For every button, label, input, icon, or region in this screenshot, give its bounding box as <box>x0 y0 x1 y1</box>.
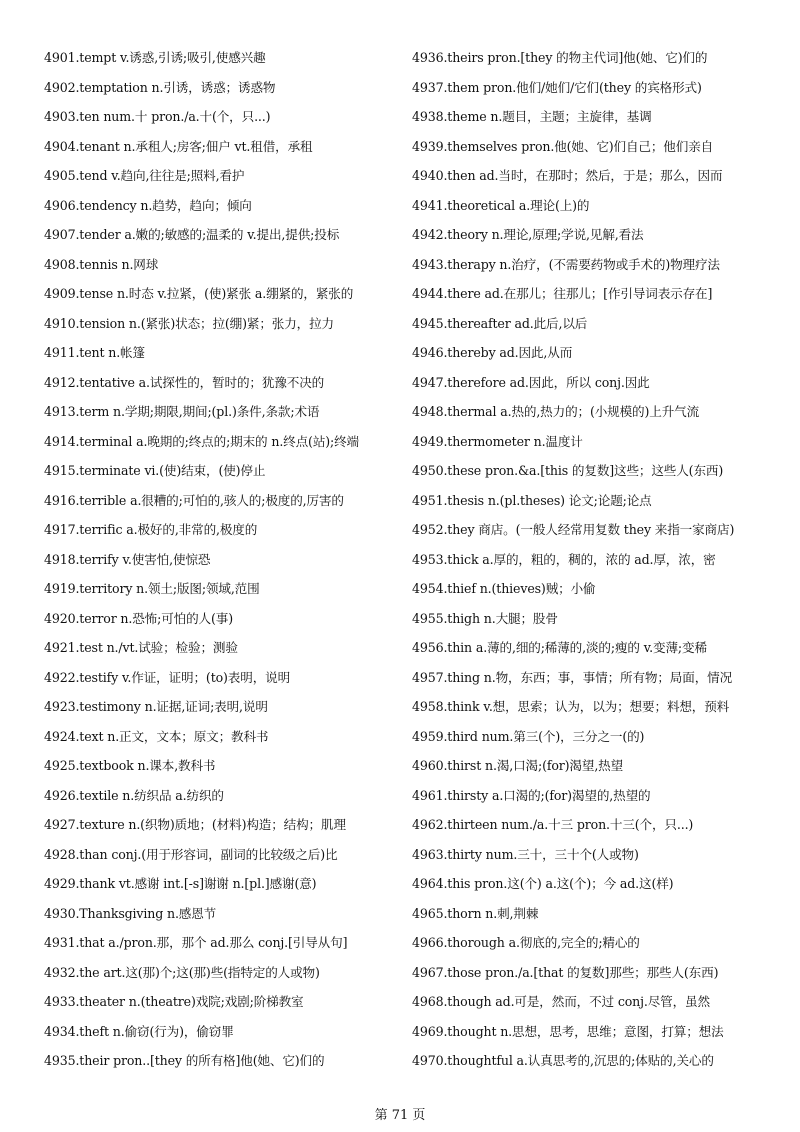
page-number: 第 71 页 <box>374 1108 426 1123</box>
entry-4921: 4921.test n./vt.试验；检验；测验 <box>44 640 238 655</box>
entry-4937: 4937.them pron.他们/她们/它们(they 的宾格形式) <box>412 79 702 95</box>
entry-4945: 4945.thereafter ad.此后,以后 <box>412 315 588 331</box>
entry-4934: 4934.theft n.偷窃(行为)，偷窃罪 <box>44 1023 234 1039</box>
entry-4955: 4955.thigh n.大腿；股骨 <box>412 610 558 626</box>
entry-4938: 4938.theme n.题目，主题；主旋律，基调 <box>412 109 652 124</box>
entry-4911: 4911.tent n.帐篷 <box>44 345 145 360</box>
entry-4920: 4920.terror n.恐怖;可怕的人(事) <box>44 610 233 626</box>
entry-4928: 4928.than conj.(用于形容词，副词的比较级之后)比 <box>44 846 338 862</box>
entry-4952: 4952.they 商店。(一般人经常用复数 they 来指一家商店) <box>412 522 735 537</box>
entry-4926: 4926.textile n.纺织品 a.纺织的 <box>44 787 224 803</box>
entry-4901: 4901.tempt v.诱惑,引诱;吸引,使感兴趣 <box>44 50 266 65</box>
entry-4930: 4930.Thanksgiving n.感恩节 <box>44 905 217 921</box>
entry-4910: 4910.tension n.(紧张)状态；拉(绷)紧；张力，拉力 <box>44 315 334 331</box>
entry-4946: 4946.thereby ad.因此,从而 <box>412 345 573 360</box>
entry-4957: 4957.thing n.物，东西；事，事情；所有物；局面，情况 <box>412 669 733 685</box>
entry-4927: 4927.texture n.(织物)质地；(材料)构造；结构；肌理 <box>44 817 346 832</box>
entry-4948: 4948.thermal a.热的,热力的；(小规模的)上升气流 <box>412 404 700 419</box>
entry-4963: 4963.thirty num.三十，三十个(人或物) <box>412 846 639 862</box>
entry-4940: 4940.then ad.当时，在那时；然后，于是；那么，因而 <box>412 168 723 183</box>
entry-4907: 4907.tender a.嫩的;敏感的;温柔的 v.提出,提供;投标 <box>44 227 340 242</box>
entry-4923: 4923.testimony n.证据,证词;表明,说明 <box>44 699 268 714</box>
entry-4967: 4967.those pron./a.[that 的复数]那些；那些人(东西) <box>412 964 719 980</box>
entry-4958: 4958.think v.想，思索；认为，以为；想要；料想，预料 <box>412 699 730 714</box>
entry-4966: 4966.thorough a.彻底的,完全的;精心的 <box>412 935 640 950</box>
entry-4941: 4941.theoretical a.理论(上)的 <box>412 197 590 213</box>
entry-4936: 4936.theirs pron.[they 的物主代词]他(她、它)们的 <box>412 50 708 65</box>
entry-4933: 4933.theater n.(theatre)戏院;戏剧;阶梯教室 <box>44 994 304 1009</box>
entry-4961: 4961.thirsty a.口渴的;(for)渴望的,热望的 <box>412 787 651 803</box>
entry-4932: 4932.the art.这(那)个;这(那)些(指特定的人或物) <box>44 964 320 980</box>
entry-4913: 4913.term n.学期;期限,期间;(pl.)条件,条款;术语 <box>44 404 320 419</box>
entry-4915: 4915.terminate vi.(使)结束，(使)停止 <box>44 463 266 478</box>
entry-4924: 4924.text n.正文，文本；原文；教科书 <box>44 728 269 744</box>
entry-4949: 4949.thermometer n.温度计 <box>412 433 583 449</box>
entry-4929: 4929.thank vt.感谢 int.[-s]谢谢 n.[pl.]感谢(意) <box>44 876 317 891</box>
entry-4919: 4919.territory n.领土;版图;领域,范围 <box>44 581 260 596</box>
entry-4935: 4935.their pron..[they 的所有格]他(她、它)们的 <box>44 1053 325 1068</box>
entry-4917: 4917.terrific a.极好的,非常的,极度的 <box>44 522 258 537</box>
entry-4954: 4954.thief n.(thieves)贼；小偷 <box>412 581 596 596</box>
entry-4909: 4909.tense n.时态 v.拉紧，(使)紧张 a.绷紧的，紧张的 <box>44 286 354 301</box>
entry-4918: 4918.terrify v.使害怕,使惊恐 <box>44 551 211 567</box>
entry-4956: 4956.thin a.薄的,细的;稀薄的,淡的;瘦的 v.变薄;变稀 <box>412 640 707 655</box>
entry-4964: 4964.this pron.这(个) a.这(个)；今 ad.这(样) <box>412 876 674 891</box>
entry-4914: 4914.terminal a.晚期的;终点的;期末的 n.终点(站);终端 <box>44 433 360 449</box>
entry-4951: 4951.thesis n.(pl.theses) 论文;论题;论点 <box>412 492 652 508</box>
entry-4908: 4908.tennis n.网球 <box>44 256 159 272</box>
entry-4953: 4953.thick a.厚的，粗的，稠的，浓的 ad.厚，浓，密 <box>412 551 716 567</box>
entry-4916: 4916.terrible a.很糟的;可怕的,骇人的;极度的,厉害的 <box>44 492 344 508</box>
entry-4922: 4922.testify v.作证，证明；(to)表明，说明 <box>44 669 291 685</box>
entry-4902: 4902.temptation n.引诱，诱惑；诱惑物 <box>44 79 276 95</box>
entry-4931: 4931.that a./pron.那，那个 ad.那么 conj.[引导从句] <box>44 935 348 950</box>
entry-4942: 4942.theory n.理论,原理;学说,见解,看法 <box>412 227 644 242</box>
entry-4925: 4925.textbook n.课本,教科书 <box>44 758 216 773</box>
entry-4904: 4904.tenant n.承租人;房客;佃户 vt.租借，承租 <box>44 138 313 154</box>
entry-4906: 4906.tendency n.趋势，趋向；倾向 <box>44 197 252 213</box>
entry-4947: 4947.therefore ad.因此，所以 conj.因此 <box>412 374 650 390</box>
entry-4960: 4960.thirst n.渴,口渴;(for)渴望,热望 <box>412 758 624 773</box>
entry-4944: 4944.there ad.在那儿；往那儿；[作引导词表示存在] <box>412 286 713 301</box>
entry-4968: 4968.though ad.可是，然而，不过 conj.尽管，虽然 <box>412 994 710 1009</box>
entry-4943: 4943.therapy n.治疗，(不需要药物或手术的)物理疗法 <box>412 256 720 272</box>
left-column <box>44 43 399 1076</box>
entry-4939: 4939.themselves pron.他(她、它)们自己；他们亲自 <box>412 138 714 154</box>
entry-4959: 4959.third num.第三(个)，三分之一(的) <box>412 728 645 744</box>
entry-4905: 4905.tend v.趋向,往往是;照料,看护 <box>44 168 245 183</box>
entry-4950: 4950.these pron.&a.[this 的复数]这些；这些人(东西) <box>412 463 724 478</box>
entry-4969: 4969.thought n.思想，思考，思维；意图，打算；想法 <box>412 1023 724 1039</box>
entry-4970: 4970.thoughtful a.认真思考的,沉思的;体贴的,关心的 <box>412 1053 714 1068</box>
entry-4962: 4962.thirteen num./a.十三 pron.十三(个，只...) <box>412 817 694 832</box>
right-column <box>412 43 772 1076</box>
entry-4903: 4903.ten num.十 pron./a.十(个，只...) <box>44 109 271 124</box>
entry-4965: 4965.thorn n.刺,荆棘 <box>412 905 539 921</box>
entry-4912: 4912.tentative a.试探性的，暂时的；犹豫不决的 <box>44 374 325 390</box>
